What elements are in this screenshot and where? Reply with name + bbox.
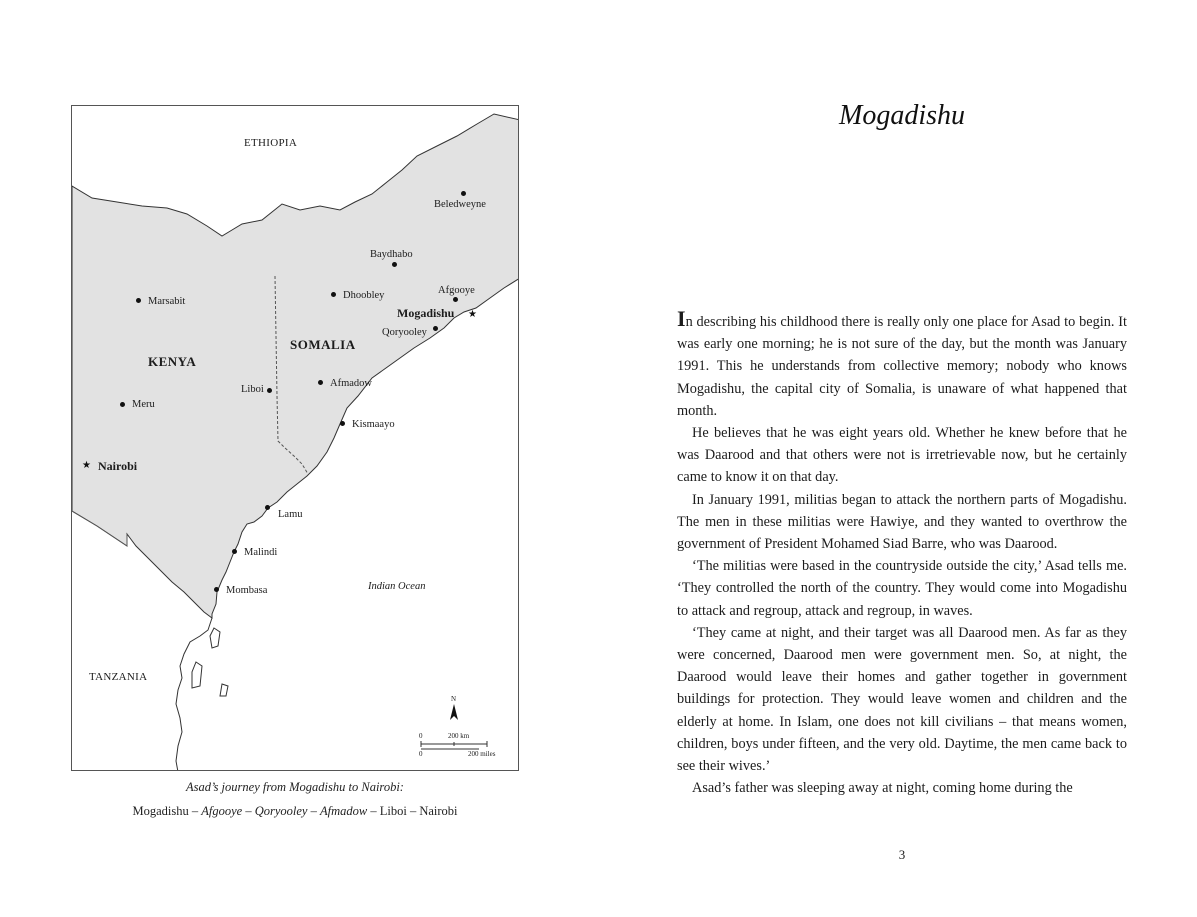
label-mogadishu: Mogadishu xyxy=(397,306,455,320)
island-zanzibar xyxy=(210,628,220,648)
paragraph: ‘They came at night, and their target was all Daarood men. As far as they were concerned, Daarood men were government men. So, at night, the Daarood would leave their homes and gather together in government buildings for protection. They would leave women and children and the elderly at home. In Islam, one does not kill civilians – that means women, children, boys under fifteen, and the very old. Daytime, the men came back to see their wives.’ xyxy=(677,624,1127,775)
dot-beledweyne xyxy=(461,191,466,196)
map xyxy=(71,105,519,771)
dot-meru xyxy=(120,402,125,407)
label-somalia: SOMALIA xyxy=(290,337,356,352)
dot-mombasa xyxy=(214,587,219,592)
dot-afgooye xyxy=(453,297,458,302)
coastline-south xyxy=(176,618,212,771)
label-tanzania: TANZANIA xyxy=(89,671,148,683)
scale-bar xyxy=(421,741,487,749)
paragraph: Asad’s father was sleeping away at night, coming home during the xyxy=(692,780,1073,797)
page-number: 3 xyxy=(898,847,906,862)
island-pemba xyxy=(192,662,202,688)
label-meru: Meru xyxy=(132,399,155,410)
dot-liboi xyxy=(267,388,272,393)
scale-km-zero: 0 xyxy=(419,732,423,740)
north-arrow xyxy=(450,704,458,720)
route-stop: Nairobi xyxy=(419,804,458,818)
scale-mi-zero: 0 xyxy=(419,750,423,758)
label-beledweyne: Beledweyne xyxy=(434,199,486,210)
land-kenya-somalia xyxy=(72,114,519,618)
paragraph: In January 1991, militias began to attack the northern parts of Mogadishu. The men in these militias were Hawiye, and they wanted to overthrow the government of President Mohamed Siad Barre, who was Daarood. xyxy=(677,491,1127,553)
paragraph: He believes that he was eight years old. Whether he knew before that he was Daarood and that others were not is irretrievable now, but he certainly came to know it on that day. xyxy=(677,425,1127,486)
route-stop: Afgooye xyxy=(201,804,243,818)
label-kenya: KENYA xyxy=(148,354,197,369)
route-stop: Liboi xyxy=(379,804,407,818)
label-kismaayo: Kismaayo xyxy=(352,419,395,430)
north-arrow-label: N xyxy=(451,695,457,703)
label-qoryooley: Qoryooley xyxy=(382,327,427,338)
label-mombasa: Mombasa xyxy=(226,585,268,596)
label-indian-ocean: Indian Ocean xyxy=(368,581,426,592)
dot-marsabit xyxy=(136,298,141,303)
dot-dhoobley xyxy=(331,292,336,297)
route-stop: Qoryooley xyxy=(254,804,308,818)
chapter-body xyxy=(677,308,1127,799)
dot-kismaayo xyxy=(340,421,345,426)
dot-baydhabo xyxy=(392,262,397,267)
label-malindi: Malindi xyxy=(244,547,278,558)
label-nairobi: Nairobi xyxy=(98,459,138,473)
paragraph: ‘The militias were based in the countryside outside the city,’ Asad tells me. ‘They controlled the north of the country. They would come into Mogadishu to attack and regroup, attack and regroup, in waves. xyxy=(677,558,1127,619)
dot-afmadow xyxy=(318,380,323,385)
scale-km-label: 200 km xyxy=(448,732,470,740)
label-lamu: Lamu xyxy=(278,509,303,520)
map-caption-line1: Asad’s journey from Mogadishu to Nairobi: xyxy=(186,780,404,794)
dot-malindi xyxy=(232,549,237,554)
label-dhoobley: Dhoobley xyxy=(343,290,385,301)
label-marsabit: Marsabit xyxy=(148,296,186,307)
dot-qoryooley xyxy=(433,326,438,331)
label-baydhabo: Baydhabo xyxy=(370,249,413,260)
label-afmadow: Afmadow xyxy=(330,378,372,389)
star-icon-mogadishu: ★ xyxy=(468,309,477,320)
dot-lamu xyxy=(265,505,270,510)
chapter-title: Mogadishu xyxy=(839,100,965,131)
map-caption-route: Mogadishu – Afgooye – Qoryooley – Afmadow – Liboi – Nairobi xyxy=(132,804,458,818)
label-afgooye: Afgooye xyxy=(438,285,475,296)
route-stop: Mogadishu xyxy=(132,804,189,818)
label-liboi: Liboi xyxy=(241,384,264,395)
drop-cap: I xyxy=(677,306,686,331)
paragraph: In describing his childhood there is really only one place for Asad to begin. It was early one morning; he is not sure of the day, but the month was January 1991. This he understands from collective memory; nobody who knows Mogadishu, the capital city of Somalia, is unaware of what happened that month. xyxy=(677,306,1127,419)
scale-mi-label: 200 miles xyxy=(468,750,496,758)
route-stop: Afmadow xyxy=(319,804,368,818)
label-ethiopia: ETHIOPIA xyxy=(244,137,298,149)
star-icon-nairobi: ★ xyxy=(82,460,91,471)
island-mafia xyxy=(220,684,228,696)
